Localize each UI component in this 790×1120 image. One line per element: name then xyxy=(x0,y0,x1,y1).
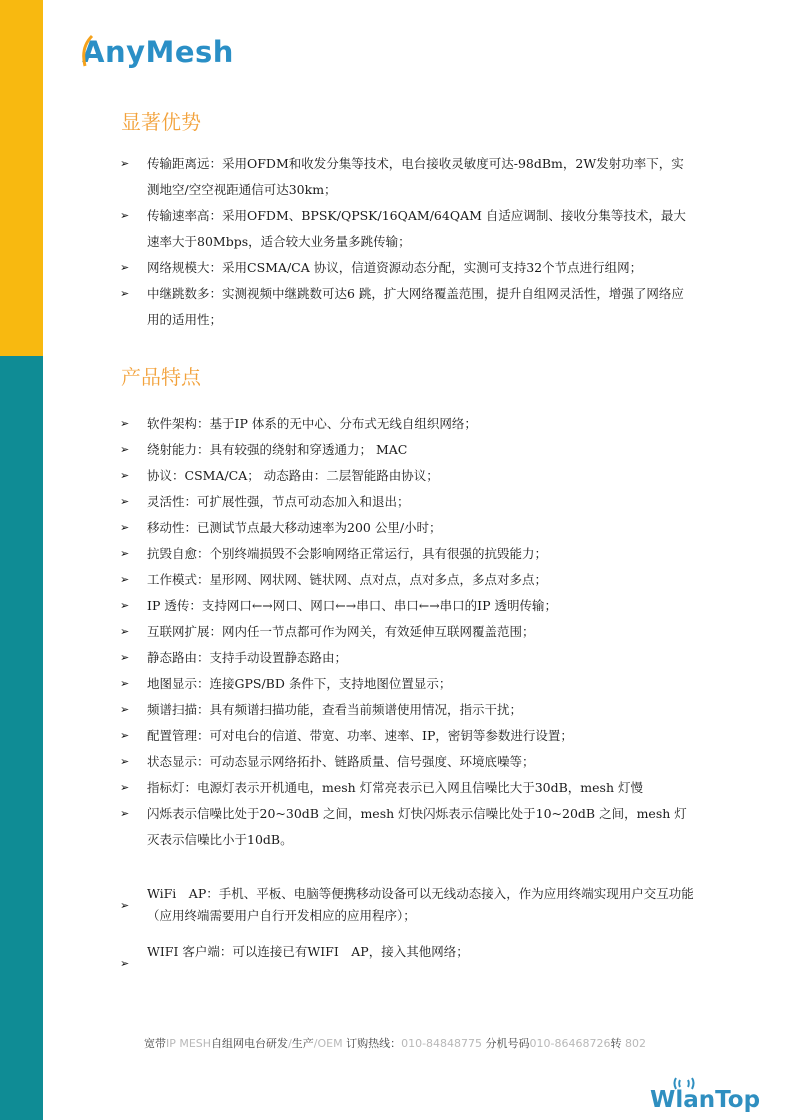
list-item xyxy=(120,775,695,801)
list-item xyxy=(120,541,695,567)
list-item-text: 灵活性：可扩展性强，节点可动态加入和退出； xyxy=(147,494,410,509)
arrow-bullet-icon: ➢ xyxy=(120,651,130,664)
section-title-advantages: 显著优势 xyxy=(121,110,201,134)
list-item xyxy=(120,749,695,775)
arrow-bullet-icon: ➢ xyxy=(120,469,130,482)
list-item-text: 地图显示：连接GPS/BD 条件下，支持地图位置显示； xyxy=(147,676,452,691)
footer-phone: 010-86468726 xyxy=(529,1037,611,1050)
list-item xyxy=(120,515,695,541)
list-item xyxy=(120,437,695,463)
anymesh-logo xyxy=(82,30,234,74)
list-item-text: 指标灯：电源灯表示开机通电，mesh 灯常亮表示已入网且信噪比大于30dB，mesh 灯慢 xyxy=(147,780,643,795)
footer-text: 转 xyxy=(610,1037,622,1050)
arrow-bullet-icon: ➢ xyxy=(120,547,130,560)
list-item xyxy=(120,203,695,255)
list-item-text: 静态路由：支持手动设置静态路由； xyxy=(147,650,348,665)
footer-text: 订购热线： xyxy=(342,1037,402,1050)
list-item xyxy=(120,567,695,593)
list-item-text: 抗毁自愈：个别终端损毁不会影响网络正常运行，具有很强的抗毁能力； xyxy=(147,546,548,561)
list-item-text: 移动性：已测试节点最大移动速率为200 公里/小时； xyxy=(147,520,442,535)
arrow-bullet-icon: ➢ xyxy=(120,443,130,456)
list-item-text: 状态显示：可动态显示网络拓扑、链路质量、信号强度、环境底噪等； xyxy=(147,754,535,769)
teal-side-bar xyxy=(0,356,43,1120)
arrow-bullet-icon: ➢ xyxy=(120,957,130,970)
arrow-bullet-icon: ➢ xyxy=(120,729,130,742)
footer-highlight: / xyxy=(288,1037,292,1050)
arrow-bullet-icon: ➢ xyxy=(120,807,130,820)
list-item-text: 传输距离远：采用OFDM和收发分集等技术，电台接收灵敏度可达-98dBm，2W发射功率下，实测地空/空空视距通信可达30km； xyxy=(147,156,684,197)
yellow-side-bar xyxy=(0,0,43,356)
footer-highlight: /OEM xyxy=(313,1037,343,1050)
arrow-bullet-icon: ➢ xyxy=(120,157,130,170)
list-item xyxy=(120,489,695,515)
brand-text: WlanTop xyxy=(650,1087,761,1113)
list-item xyxy=(120,697,695,723)
list-item-text: 闪烁表示信噪比处于20~30dB 之间，mesh 灯快闪烁表示信噪比处于10~20dB 之间，mesh 灯灭表示信噪比小于10dB。 xyxy=(147,806,687,847)
list-item xyxy=(120,463,695,489)
list-item xyxy=(120,593,695,619)
footer-text: 自组网电台研发 xyxy=(211,1037,289,1050)
wifi-features-list xyxy=(120,883,695,977)
list-item xyxy=(120,151,695,203)
footer-extension: 802 xyxy=(621,1037,646,1050)
list-item xyxy=(120,255,695,281)
arrow-bullet-icon: ➢ xyxy=(120,417,130,430)
advantages-list xyxy=(120,151,695,333)
list-item xyxy=(120,883,695,927)
list-item xyxy=(120,671,695,697)
list-item xyxy=(120,941,695,970)
features-list xyxy=(120,411,695,853)
list-item-text: 协议：CSMA/CA； 动态路由：二层智能路由协议； xyxy=(147,468,439,483)
footer-text: 分机号码 xyxy=(482,1037,530,1050)
list-item xyxy=(120,723,695,749)
footer-contact xyxy=(0,1035,790,1051)
arrow-bullet-icon: ➢ xyxy=(120,677,130,690)
list-item-text: WiFi AP：手机、平板、电脑等便携移动设备可以无线动态接入，作为应用终端实现用户交互功能（应用终端需要用户自行开发相应的应用程序）； xyxy=(147,886,694,923)
list-item-text: 绕射能力：具有较强的绕射和穿透通力； MAC xyxy=(147,442,408,457)
logo-swoosh-icon xyxy=(79,32,95,70)
list-item-text: 中继跳数多：实测视频中继跳数可达6 跳，扩大网络覆盖范围，提升自组网灵活性，增强了网络应用的适用性； xyxy=(147,286,684,327)
list-item-text: 配置管理：可对电台的信道、带宽、功率、速率、IP，密钥等参数进行设置； xyxy=(147,728,573,743)
section-title-features: 产品特点 xyxy=(121,365,201,389)
list-item xyxy=(120,281,695,333)
list-item-text: 频谱扫描：具有频谱扫描功能，查看当前频谱使用情况，指示干扰； xyxy=(147,702,523,717)
arrow-bullet-icon: ➢ xyxy=(120,599,130,612)
list-item xyxy=(120,801,695,853)
arrow-bullet-icon: ➢ xyxy=(120,495,130,508)
wlantop-brand xyxy=(650,1075,761,1117)
arrow-bullet-icon: ➢ xyxy=(120,625,130,638)
footer-text: 生产 xyxy=(291,1037,314,1050)
list-item-text: 网络规模大：采用CSMA/CA 协议，信道资源动态分配，实测可支持32个节点进行组网； xyxy=(147,260,643,275)
logo-text: AnyMesh xyxy=(82,35,234,69)
arrow-bullet-icon: ➢ xyxy=(120,209,130,222)
list-item-text: 软件架构：基于IP 体系的无中心、分布式无线自组织网络； xyxy=(147,416,477,431)
list-item-text: 工作模式：星形网、网状网、链状网、点对点，点对多点，多点对多点； xyxy=(147,572,548,587)
list-item-text: 互联网扩展：网内任一节点都可作为网关，有效延伸互联网覆盖范围； xyxy=(147,624,535,639)
footer-hotline: 010-84848775 xyxy=(401,1037,483,1050)
arrow-bullet-icon: ➢ xyxy=(120,261,130,274)
arrow-bullet-icon: ➢ xyxy=(120,573,130,586)
arrow-bullet-icon: ➢ xyxy=(120,781,130,794)
list-item xyxy=(120,645,695,671)
arrow-bullet-icon: ➢ xyxy=(120,755,130,768)
list-item-text: IP 透传：支持网口←→网口、网口←→串口、串口←→串口的IP 透明传输； xyxy=(147,598,557,613)
list-item-text: WIFI 客户端：可以连接已有WIFI AP，接入其他网络； xyxy=(147,944,469,959)
list-item xyxy=(120,619,695,645)
arrow-bullet-icon: ➢ xyxy=(120,703,130,716)
footer-highlight: IP MESH xyxy=(165,1037,212,1050)
list-item-text: 传输速率高：采用OFDM、BPSK/QPSK/16QAM/64QAM 自适应调制、接收分集等技术，最大速率大于80Mbps，适合较大业务量多跳传输； xyxy=(147,208,686,249)
arrow-bullet-icon: ➢ xyxy=(120,287,130,300)
footer-text: 宽带 xyxy=(143,1037,166,1050)
arrow-bullet-icon: ➢ xyxy=(120,899,130,912)
arrow-bullet-icon: ➢ xyxy=(120,521,130,534)
list-item xyxy=(120,411,695,437)
